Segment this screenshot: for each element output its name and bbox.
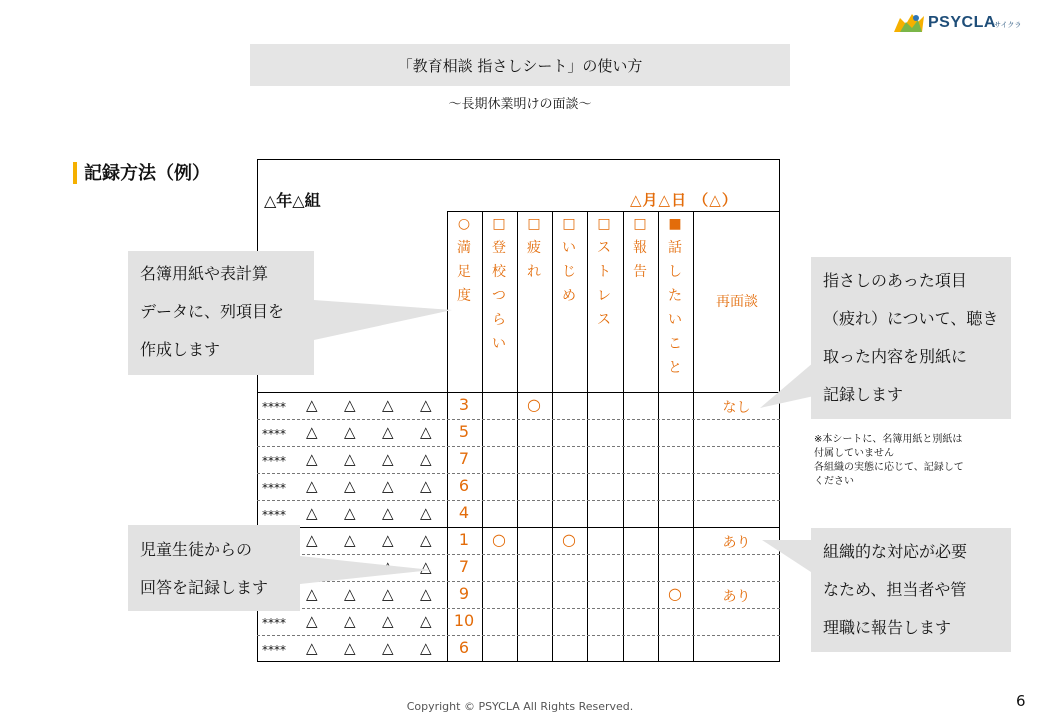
column-header-2: □登校つらい: [492, 216, 506, 352]
triangle-mark: △: [306, 585, 318, 603]
check-mark: ○: [668, 584, 682, 603]
triangle-mark: △: [420, 396, 432, 414]
student-id: ****: [262, 616, 286, 630]
date-label: △月△日 （△）: [630, 191, 738, 209]
callout-line: なため、担当者や管: [823, 580, 967, 599]
logo-name: PSYCLA: [928, 14, 996, 31]
triangle-mark: △: [382, 504, 394, 522]
column-header-6: □報告: [633, 216, 647, 280]
reinterview-value: なし: [722, 400, 751, 416]
logo-sub: サイクラ: [994, 21, 1022, 29]
callout-line: 記録します: [823, 385, 904, 404]
callout-line: 名簿用紙や表計算: [140, 264, 269, 283]
callout-line: 取った内容を別紙に: [823, 347, 968, 366]
column-header-7: ■話したいこと: [668, 216, 682, 376]
column-header-5: □ストレス: [597, 216, 611, 328]
callout-record-answers: [128, 525, 300, 611]
triangle-mark: △: [420, 639, 432, 657]
note-line: 付属していません: [814, 448, 894, 459]
column-header-remark: 再面談: [716, 294, 758, 310]
triangle-mark: △: [344, 585, 356, 603]
triangle-mark: △: [382, 450, 394, 468]
triangle-mark: △: [306, 477, 318, 495]
callout-line: 作成します: [140, 340, 221, 359]
triangle-mark: △: [382, 639, 394, 657]
callout-line: 理職に報告します: [823, 618, 952, 637]
triangle-mark: △: [306, 639, 318, 657]
check-mark: ○: [527, 395, 541, 414]
page-title: 「教育相談 指さしシート」の使い方: [250, 44, 790, 86]
triangle-mark: △: [420, 477, 432, 495]
triangle-mark: △: [420, 612, 432, 630]
triangle-mark: △: [306, 450, 318, 468]
callout-line: 児童生徒からの: [140, 540, 253, 559]
callout-line: 指さしのあった項目: [823, 271, 967, 290]
triangle-mark: △: [382, 477, 394, 495]
triangle-mark: △: [344, 504, 356, 522]
triangle-mark: △: [382, 423, 394, 441]
column-header-4: □いじめ: [562, 216, 576, 304]
satisfaction-score: 7: [458, 449, 470, 468]
reinterview-value: あり: [722, 535, 751, 551]
satisfaction-score: 9: [458, 584, 470, 603]
triangle-mark: △: [306, 531, 318, 549]
student-id: ****: [262, 481, 286, 495]
class-label: △年△組: [264, 191, 321, 210]
triangle-mark: △: [344, 612, 356, 630]
check-mark: ○: [492, 530, 506, 549]
triangle-mark: △: [420, 558, 432, 576]
student-id: ****: [262, 454, 286, 468]
satisfaction-score: 3: [458, 395, 470, 414]
triangle-mark: △: [382, 531, 394, 549]
triangle-mark: △: [420, 504, 432, 522]
student-id: ****: [262, 427, 286, 441]
triangle-mark: △: [382, 612, 394, 630]
triangle-mark: △: [420, 531, 432, 549]
note-line: ※本シートに、名簿用紙と別紙は: [814, 434, 963, 445]
reinterview-value: あり: [722, 589, 751, 605]
triangle-mark: △: [344, 423, 356, 441]
triangle-mark: △: [306, 504, 318, 522]
satisfaction-score: 4: [458, 503, 470, 522]
satisfaction-score: 5: [458, 422, 470, 441]
note-line: 各組織の実態に応じて、記録して: [814, 462, 964, 473]
column-header-3: □疲れ: [527, 216, 541, 280]
section-heading: 記録方法（例）: [84, 163, 210, 184]
callout-line: （疲れ）について、聴き: [823, 309, 999, 328]
satisfaction-score: 6: [458, 476, 470, 495]
callout-line: 組織的な対応が必要: [823, 542, 968, 561]
triangle-mark: △: [344, 450, 356, 468]
student-id: ****: [262, 400, 286, 414]
triangle-mark: △: [306, 396, 318, 414]
satisfaction-score: 6: [458, 638, 470, 657]
callout-report: [811, 528, 1011, 652]
callout-create-columns: [128, 251, 314, 375]
triangle-mark: △: [420, 423, 432, 441]
student-id: ****: [262, 508, 286, 522]
triangle-mark: △: [344, 396, 356, 414]
student-id: ****: [262, 643, 286, 657]
triangle-mark: △: [306, 612, 318, 630]
column-header-1: ○満足度: [457, 216, 471, 304]
triangle-mark: △: [306, 423, 318, 441]
satisfaction-score: 7: [458, 557, 470, 576]
triangle-mark: △: [420, 450, 432, 468]
callout-record-details: [811, 257, 1011, 419]
callout-line: データに、列項目を: [140, 302, 285, 321]
triangle-mark: △: [420, 585, 432, 603]
triangle-mark: △: [382, 396, 394, 414]
triangle-mark: △: [382, 585, 394, 603]
callout-line: 回答を記録します: [140, 578, 269, 597]
triangle-mark: △: [344, 477, 356, 495]
satisfaction-score: 10: [453, 611, 475, 630]
page-number: 6: [1016, 692, 1026, 710]
satisfaction-score: 1: [458, 530, 470, 549]
copyright-footer: Copyright © PSYCLA All Rights Reserved.: [406, 700, 634, 713]
page-subtitle: ～長期休業明けの面談～: [448, 97, 592, 112]
triangle-mark: △: [344, 531, 356, 549]
check-mark: ○: [562, 530, 576, 549]
note-line: ください: [814, 476, 854, 487]
triangle-mark: △: [344, 639, 356, 657]
note: [814, 433, 1024, 489]
